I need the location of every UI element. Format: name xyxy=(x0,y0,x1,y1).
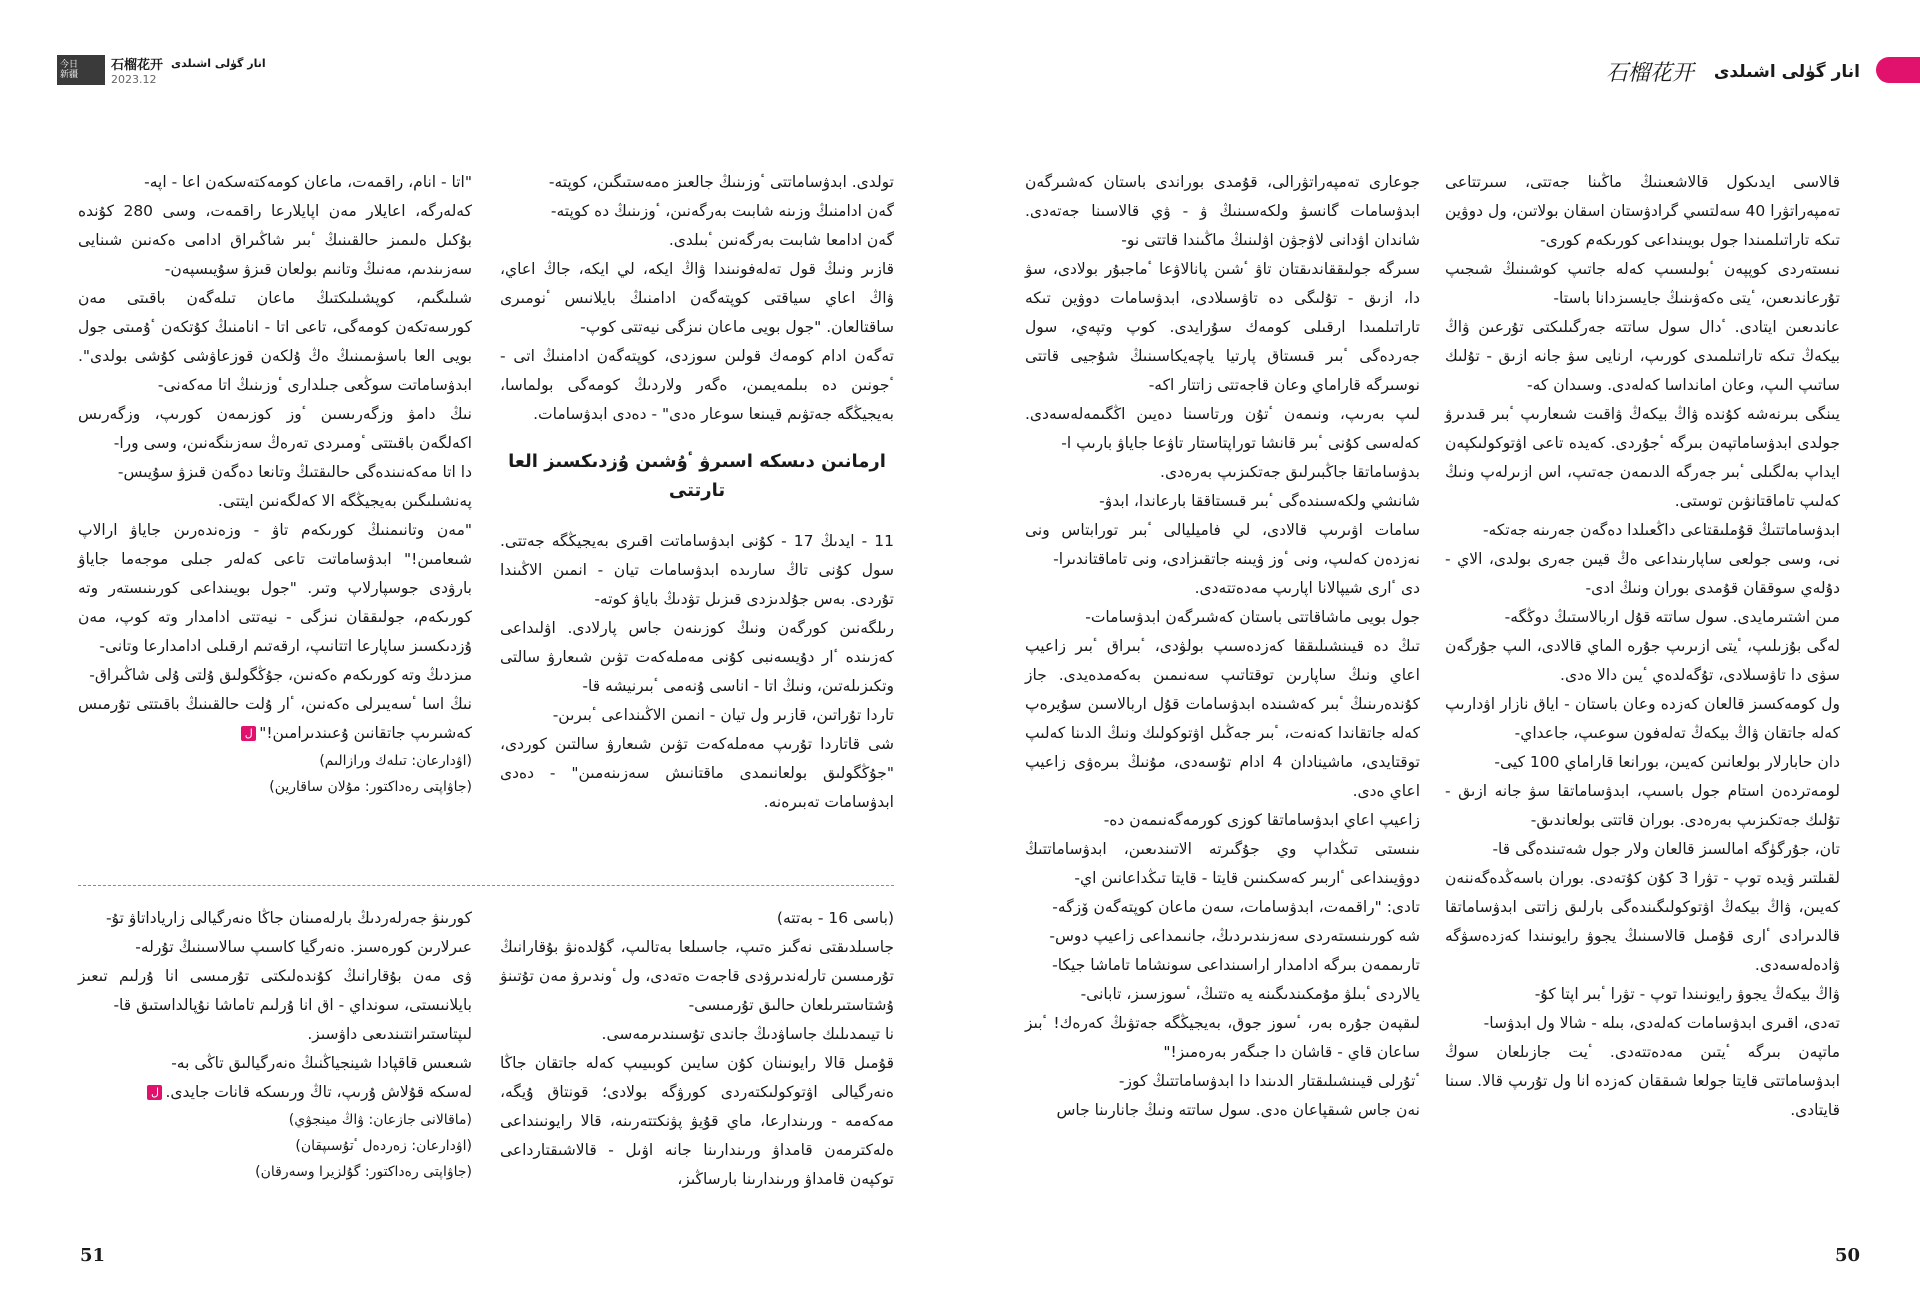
paragraph: مىن اشتىرمايدى. سول ساتتە قۇل اربالاستىڭ دوڭگە- xyxy=(1504,608,1840,626)
paragraph: نىڭ اسا ٴسەيىرلى ەكەنىن، ٴار ۇلت حالقىنىڭ باقىتتى تۇرمىس كەشىرىپ جاتقانىن ۇعىندىرامىن!"ل xyxy=(78,695,472,742)
paragraph: لەگى بۇزىلىپ، ٴيتى ازىرىپ جۇرە الماي قالادى، الىپ جۇرگەن سۋى دا تاۋسىلادى، تۇگەلدەي ٴيىن دالا ەدى. xyxy=(1445,637,1840,684)
paragraph: لىقپەن جۇرە بەر، ٴسوز جوق، بەيجيڭگە جەتۋىڭ كەرەك! ٴبىز ساعان قاي - قاشان دا جىگەر بەرەمىز!" xyxy=(1025,1014,1420,1061)
translator-credit: (اۋدارعان: زەردەل ٴتۇسىپقان) xyxy=(295,1138,472,1154)
paragraph: تەدى، اقىرى ابدۋسامات كەلەدى، بىلە - شالا ول ابدۋسا- xyxy=(1483,1014,1840,1032)
editor-credit: (جاۋاپتى رەداكتور: گۇلزيرا وسەرقان) xyxy=(255,1164,472,1180)
paragraph: نا تيىمدىلىك جاساۋدىڭ جاندى تۇسىندىرمەسى. xyxy=(601,1025,894,1043)
paragraph: تەگەن ادام كومەك قولىن سوزدى، كوپتەگەن ادامنىڭ اتى - ٴجونىن دە بىلمەيمىن، ەگەر ولاردىڭ كومەگى بولماسا، بەيجيڭگە جەتۋىم قيىنعا سوعار ەدى" - دەدى ابدۋسامات. xyxy=(500,347,894,423)
section-color-tab xyxy=(1876,57,1920,83)
paragraph: لىپتاستىرانتىندىعى داۋسىز. xyxy=(307,1025,472,1043)
header-cn-title-right: 石榴花开 xyxy=(1605,61,1694,86)
paragraph: قازىر ونىڭ قول تەلەفونىندا ۋاڭ ايكە، لي ايكە، جاڭ اعاي، ۋاڭ اعاي سياقتى كوپتەگەن ادامنىڭ بايلانىس ٴنومىرى ساقتالعان. "جول بويى ماعان نىزگى نيەتتى كوپ- xyxy=(500,260,894,336)
paragraph: تان، جۇرگۈگە امالسىز قالعان ولار جول شەتىندەگى قا- xyxy=(1492,840,1840,858)
paragraph: عىرلارىن كورەسىز. ەنەرگيا كاسىپ سالاسىنىڭ تۇرلە- xyxy=(135,938,472,956)
paragraph: يالاردى ٴبىلۋ مۇمكىندىگىنە يە ەتتىڭ، ٴسوزسىز، تابانى- xyxy=(1080,985,1420,1003)
paragraph: لەسكە قۇلاش ۇرىپ، تاڭ ورىسكە قانات جايدى.ل xyxy=(78,1078,472,1107)
page-number-left: 51 xyxy=(80,1245,106,1266)
article-end-mark: ل xyxy=(241,726,256,741)
paragraph: كەلەرگە، اعايلار مەن اپايلارعا راقمەت، وسى 280 كۇندە بۇكىل ەلىمىز حالقىنىڭ ٴبىر شاڭىراق ادامى ەكەنىن شىنايى سەزىندىم، مەنىڭ وتانىم بولعان قىزۋ سۇيىسپەن- xyxy=(78,202,472,278)
right-page xyxy=(960,0,1920,1312)
paragraph: گەن ادامنىڭ وزىنە شابىت بەرگەنىن، ٴوزىنىڭ دە كوپتە- xyxy=(550,202,894,220)
paragraph: زاعيپ اعاي ابدۋساماتقا كوزى كورمەگەنىمەن دە- xyxy=(1103,811,1420,829)
editor-credit: (جاۋاپتى رەداكتور: مۇلان ساقارين) xyxy=(269,779,472,795)
article-column-r2 xyxy=(1025,168,1420,1125)
paragraph: گەن ادامعا شابىت بەرگەنىن ٴبىلدى. xyxy=(668,231,894,249)
paragraph: نى، وسى جولعى ساپارىنداعى ەڭ قيىن جەرى بولدى، الاي - دۇلەي سوققان قۇمدى بوران ونىڭ ادى- xyxy=(1445,550,1840,597)
paragraph: ۋاڭ بيكەڭ يجوۋ رايونىندا توپ - تۋرا ٴبىر اپتا كۇ- xyxy=(1534,985,1840,1003)
paragraph: 11 - ايدىڭ 17 - كۇنى ابدۋساماتت اقىرى بەيجيڭگە جەتتى. سول كۇنى تاڭ سارىدە ابدۋسامات تيان - انمىن الاڭىندا تۇردى. بەس جۇلدىزدى قىزىل تۋدىڭ باياۋ كوتە- xyxy=(500,532,894,608)
paragraph: جاسىلدىقتى نەگىز ەتىپ، جاسىلعا بەتالىپ، گۇلدەنۋ بۇقارانىڭ تۇرمىسىن تارلەندىرۋدى قاجەت ەتەدى، ول ٴوندىرۋ مەن تۇتىنۋ ۇشتاستىرىلعان حالىق تۇرمىسى- xyxy=(500,938,894,1014)
article-end-mark: ل xyxy=(147,1085,162,1100)
paragraph: دان حابارلار بولعانىن كەيىن، بورانعا قاراماي 100 كيى- xyxy=(1494,753,1840,771)
right-running-header xyxy=(1606,56,1860,87)
paragraph: لىپ بەرىپ، ونىمەن ٴتۇن ورتاسىنا دەيىن اڭگىمەلەسەدى. كەلەسى كۇنى ٴبىر قانشا توراپتاستار تاۋعا جاياۋ بارىپ ا- xyxy=(1025,405,1420,452)
paragraph: تاردا تۇراتىن، قازىر ول تيان - انمىن الاڭىنداعى ٴبىرىن- xyxy=(552,706,894,724)
page-number-right: 50 xyxy=(1834,1245,1860,1266)
paragraph: قۇمىل قالا رايونىنان كۇن سايىن كوبىيىپ كەلە جاتقان جاڭا ەنەرگيالى اۋتوكولىكتەردى كورۋگە بولادى؛ قونتاق ۇيگە، مەكەمە - ورىندارعا، ماي قۇيۋ پۋنكتتەرىنە، قالا رايونىنداعى ەلەكترمەن قامداۋ ورىندارىنا جانە اۋىل - قالاشىقتارداعى توكپەن قامداۋ ورىندارىنا بارساڭىز، xyxy=(500,1054,894,1188)
paragraph: لومەتردەن استام جول باسىپ، ابدۋساماتقا سۋ جانە ازىق - تۇلىك جەتكىزىپ بەرەدى. بوران قاتتى بولعاندىق- xyxy=(1445,782,1840,829)
section-divider xyxy=(78,885,894,886)
paragraph: پەنشىلىگىن بەيجيڭگە الا كەلگەنىن ايتتى. xyxy=(217,492,472,510)
paragraph: ماتپەن بىرگە ٴيتىن مەدەتتەدى. ٴيت جازىلعان سوڭ ابدۋساماتتى قايتا جولعا شىققان كەزدە انا ول تۇرىپ قالا. سىنا قايتادى. xyxy=(1445,1043,1840,1119)
paragraph: تادى: "راقمەت، ابدۋسامات، سەن ماعان كوپتەگەن ۆزگە- xyxy=(1052,898,1420,916)
magazine-logo: 今日 新疆 xyxy=(57,55,105,85)
paragraph: يىنگى بىرنەشە كۇندە ۋاڭ بيكەڭ ۋاقىت شىعارىپ ٴبىر قىدىرۋ جولدى ابدۋساماتپەن بىرگە ٴجۇردى. كەيدە تاعى اۋتوكولىكپەن ايداپ بەلگىلى ٴبىر جەرگە الدىمەن جەتىپ، اس ازىرلەپ ونىڭ كەلىپ تاماقتانۋىن توستى. xyxy=(1445,405,1840,510)
paragraph: "اتا - انام، راقمەت، ماعان كومەكتەسكەن اعا - اپە- xyxy=(144,173,472,191)
paragraph: تىڭ دە قيىنشىلىققا كەزدەسىپ بولۋدى، ٴبىراق ٴبىر زاعيپ اعاي ونىڭ ساپارىن توقتاتىپ سەنىمىن بەكەمدەيدى. جاز كۇندەرىنىڭ ٴبىر كەشىندە ابدۋسامات قۇل اربالاسىن سۇيرەپ كەلە جاتقاندا كەنەت، ٴبىر جەڭىل اۋتوكولىك ونىڭ الدىنا كەلىپ توقتايدى، ماشينادان 4 ادام تۇسەدى، مۇنىڭ بىرەۋى زاعيپ اعاي ەدى. xyxy=(1025,637,1420,800)
paragraph: "مەن وتانىمنىڭ كورىكەم تاۋ - وزەندەرىن جاياۋ ارالاپ شىعامىن!" ابدۋساماتت تاعى كەلەر جىلى موجەما جاياۋ بارۋدى جوسپارلاپ وتىر. "جول بويىنداعى كورىنىستەر وتە كورىكەم، جولىققان نىزگى - نيەتتى ادامدار وتە كوپ، مەن ۇزدىكسىز ساپارعا اتتانىپ، ارقەتىم ارقىلى ادامدارعا وتانى- xyxy=(78,521,472,655)
paragraph: ابدۋساماتتىڭ قۇملىقتاعى داڭعىلدا دەگەن جەرىنە جەتكە- xyxy=(1482,521,1840,539)
paragraph: نەن جاس شىقپاعان ەدى. سول ساتتە ونىڭ جانارىنا جاس xyxy=(1056,1101,1420,1119)
paragraph: قالاسى ايدىكول قالاشعىنىڭ ماڭىنا جەتتى، سىرتتاعى تەمپەراتۋرا 40 سەلتسي گرادۋستان اسقان بولاتىن، ول دوۋين تىكە تاراتىلمىندا جول بويىنداعى كورىكەم كورى- xyxy=(1445,173,1841,249)
paragraph: شىلىگىم، كوپشىلىكتىڭ ماعان تىلەگەن باقىتى مەن كورسەتكەن كومەگى، تاعى اتا - انامنىڭ كۇتكەن ٴۇمىتى جول بويى العا باسۋىمىنىڭ ەڭ ۇلكەن قوزعاۋشى كۇشى بولدى". ابدۋساماتت سوڭعى جىلدارى ٴوزىنىڭ اتا مەكەنى- xyxy=(78,289,472,394)
paragraph: ىنىستى تىڭداپ وي جۇگىرتە الاتىندىعىن، ابدۋساماتتىڭ دوۋيىنداعى ٴاربىر كەسكىنىن قايتا - قايتا تىڭداعانىن اي- xyxy=(1025,840,1420,887)
paragraph: ۋى مەن بۇقارانىڭ كۇندەلىكتى تۇرمىسى انا ۇرلىم تىعىز بايلانىستى، سونداي - اق انا ۇرلىم تاماشا نۇپالداستىق قا- xyxy=(78,967,472,1014)
paragraph: كورىنۋ جەرلەردىڭ بارلەمىنان جاڭا ەنەرگيالى زارياداتاۋ تۇ- xyxy=(106,909,472,927)
paragraph: سىرگە جولىققاندىقتان تاۋ ٴشىن پانالاۋعا ٴماجبۇر بولادى، سۋ دا، ازىق - تۇلىگى دە تاۋسىلادى، ابدۋسامات دوۋين تىكە تاراتىلمىدا ارقىلى كومەك سۇرايدى. كوپ وتپەي، سول جەردەگى ٴبىر قىستاق پارتيا ياچەيكاسىنىڭ شۇجيى قاتتى نوسىرگە قاراماي وعان قاجەتتى زاتتار اكە- xyxy=(1025,260,1420,394)
paragraph: تارىممەن بىرگە ادامدار اراسىنداعى سونشاما تاماشا جيكا- xyxy=(1052,956,1420,974)
paragraph: بدۋساماتقا جاڭبىرلىق جەتكىزىپ بەرەدى. xyxy=(1160,463,1420,481)
header-ug-title: انار گۈلى اشىلدى xyxy=(171,57,266,70)
paragraph: (باسى 16 - بەتتە) xyxy=(776,909,894,927)
paragraph: شانشي ولكەسىندەگى ٴبىر قىستاققا بارعاندا، ابدۋ- xyxy=(1099,492,1420,510)
article-column-l2 xyxy=(78,168,472,800)
issue-date: 2023.12 xyxy=(111,73,157,86)
article-column-l4 xyxy=(78,904,472,1185)
paragraph: ٴتۇرلى قيىنشىلىقتار الدىندا دا ابدۋساماتتىڭ كوز- xyxy=(1118,1072,1420,1090)
paragraph: عاندىعىن ايتادى. ٴدال سول ساتتە جەرگىلىكتى تۇرعىن ۋاڭ بيكەڭ تىكە تاراتىلمىدى كورىپ، ارنايى سۋ جانە ازىق - تۇلىك ساتىپ الىپ، وعان امانداسا كەلەدى. وسىدان كە- xyxy=(1445,318,1840,394)
paragraph: رىلگەنىن كورگەن ونىڭ كوزىنەن جاس پارلادى. اۋلىداعى كەزىندە ٴار دۇيسەنبى كۇنى مەملەكەت تۋىن شىعارۋ سالتى وتكىزىلەتىن، ونىڭ اتا - اناسى ۇنەمى ٴبىرنيشە قا- xyxy=(500,619,894,695)
paragraph: شىعىس قاقپادا شينجياڭنىڭ ەنەرگيالىق تاڭى بە- xyxy=(171,1054,472,1072)
paragraph: شە كورىنىستەردى سەزىندىردىڭ، جانىمداعى زاعيپ دوس- xyxy=(1049,927,1420,945)
paragraph: جوعارى تەمپەراتۋرالى، قۇمدى بوراندى باستان كەشىرگەن ابدۋسامات گانسۋ ولكەسىنىڭ ۋ - ۋي قالاسىنا جەتەدى. شاندان اۋدانى لاۋجۋن اۋلىنىڭ ماڭىندا قاتتى نو- xyxy=(1025,173,1420,249)
author-credit: (ماقالانى جازعان: ۋاڭ مينجۋي) xyxy=(288,1112,472,1128)
paragraph: دا اتا مەكەنىندەگى حالىقتىڭ وتانعا دەگەن قىزۋ سۇيىس- xyxy=(117,463,472,481)
paragraph: ول كومەكسىز قالعان كەزدە وعان باستان - اياق نازار اۋدارىپ كەلە جاتقان ۋاڭ بيكەڭ تەلەفون سوعىپ، جاعداي- xyxy=(1445,695,1840,742)
paragraph: نىستەردى كوپپەن ٴبولىسىپ كەلە جاتىپ كوشىنىڭ شىجىپ تۇرعاندىعىن، ٴيتى ەكەۋىنىڭ جايسىزدانا باستا- xyxy=(1445,260,1840,307)
header-ug-title-right: انار گۈلى اشىلدى xyxy=(1713,61,1860,82)
paragraph: نىڭ دامۋ وزگەرىسىن ٴوز كوزىمەن كورىپ، وزگەرىس اكەلگەن باقىتتى ٴومىردى تەرەڭ سەزىنگەنىن، وسى ورا- xyxy=(78,405,472,452)
paragraph: لقىلتىر ۋيدە توپ - تۋرا 3 كۇن كۇتەدى. بوران باسەڭدەگەننەن كەيىن، ۋاڭ بيكەڭ اۋتوكولىگىندەگى بارلىق زاتتى ابدۋساماتقا قالدىرادى ٴارى قۇمىل قالاسىنىڭ يجوۋ رايونىندا كەزدەسۋگە ۋادەلەسەدى. xyxy=(1445,869,1840,974)
left-running-header xyxy=(57,52,266,88)
article-column-l3 xyxy=(500,904,894,1194)
section-title: ارمانىن دىسكە اسىرۋ ٴۇشىن ۇزدىكسىز العا تارتتى xyxy=(508,451,886,501)
paragraph: جول بويى ماشاقاتتى باستان كەشىرگەن ابدۋسامات- xyxy=(1085,608,1420,626)
article-column-r1 xyxy=(1445,168,1840,1125)
paragraph: تولدى. ابدۋساماتتى ٴوزىنىڭ جالعىز ەمەستىگىن، كوپتە- xyxy=(548,173,894,191)
paragraph: دى ٴارى شيپالانا اپارىپ مەدەتتەدى. xyxy=(1194,579,1420,597)
article-column-l1 xyxy=(500,168,894,817)
paragraph: شى قاتاردا تۇرىپ مەملەكەت تۋىن شىعارۋ سالتىن كوردى، "جۇڭگولىق بولعانىمدى ماقتانىش سەزىنەمىن" - دەدى ابدۋسامات تەبىرەنە. xyxy=(500,735,894,811)
header-cn-title: 石榴花开 xyxy=(111,58,164,73)
paragraph: سامات اۋىرىپ قالادى، لي فاميليالى ٴبىر تورابتاس ونى نەزدەن كەلىپ، ونى ٴوز ۋيىنە جاتقىزادى، ونى تاماقتاندىرا- xyxy=(1025,521,1420,568)
translator-credit: (اۋدارعان: تىلەك ورازالىم) xyxy=(319,753,472,769)
paragraph: مىزدىڭ وتە كورىكەم ەكەنىن، جۇڭگولىق ۇلتى ۇلى شاڭىراق- xyxy=(89,666,472,684)
